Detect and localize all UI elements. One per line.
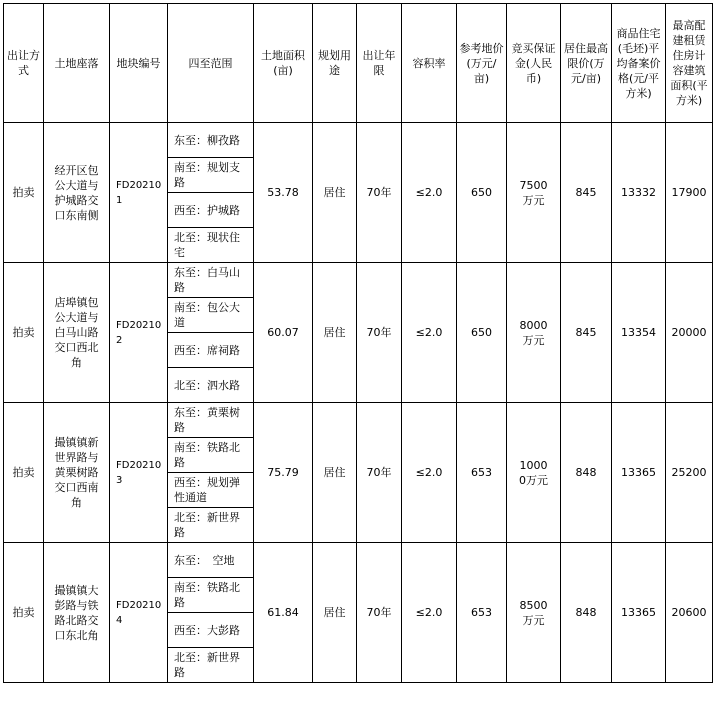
table-header xyxy=(4,4,713,123)
location-cell: 撮镇镇新世界路与黄栗树路交口西南角 xyxy=(44,403,110,543)
avg-price-cell: 13365 xyxy=(612,403,666,543)
use-cell: 居住 xyxy=(313,123,357,263)
bound-north: 北至：新世界路 xyxy=(168,648,254,683)
header-use: 规划用途 xyxy=(313,4,357,123)
use-cell: 居住 xyxy=(313,543,357,683)
bound-east: 东至：黄栗树路 xyxy=(168,403,254,438)
table-row xyxy=(4,263,713,298)
header-location: 土地座落 xyxy=(44,4,110,123)
header-method: 出让方式 xyxy=(4,4,44,123)
bound-west: 西至：席祠路 xyxy=(168,333,254,368)
area-cell: 75.79 xyxy=(254,403,313,543)
bound-west: 西至：大彭路 xyxy=(168,613,254,648)
use-cell: 居住 xyxy=(313,263,357,403)
far-cell: ≤2.0 xyxy=(402,403,457,543)
bound-west: 西至：规划弹性通道 xyxy=(168,473,254,508)
bound-north: 北至：泗水路 xyxy=(168,368,254,403)
bound-south: 南至：铁路北路 xyxy=(168,578,254,613)
max-price-cell: 845 xyxy=(561,123,612,263)
land-auction-table xyxy=(3,3,713,683)
term-cell: 70年 xyxy=(357,263,402,403)
bound-east: 东至：柳孜路 xyxy=(168,123,254,158)
term-cell: 70年 xyxy=(357,123,402,263)
method-cell: 拍卖 xyxy=(4,543,44,683)
term-cell: 70年 xyxy=(357,543,402,683)
max-price-cell: 848 xyxy=(561,403,612,543)
rental-area-cell: 20600 xyxy=(666,543,713,683)
ref-price-cell: 650 xyxy=(457,123,507,263)
far-cell: ≤2.0 xyxy=(402,123,457,263)
ref-price-cell: 653 xyxy=(457,403,507,543)
bound-east: 东至： 空地 xyxy=(168,543,254,578)
deposit-cell: 10000万元 xyxy=(507,403,561,543)
header-ref-price: 参考地价(万元/亩) xyxy=(457,4,507,123)
method-cell: 拍卖 xyxy=(4,403,44,543)
bound-north: 北至：现状住宅 xyxy=(168,228,254,263)
code-cell: FD202104 xyxy=(110,543,168,683)
bound-south: 南至：铁路北路 xyxy=(168,438,254,473)
bound-east: 东至：白马山路 xyxy=(168,263,254,298)
header-bounds: 四至范围 xyxy=(168,4,254,123)
avg-price-cell: 13332 xyxy=(612,123,666,263)
table-row xyxy=(4,123,713,158)
location-cell: 撮镇镇大彭路与铁路北路交口东北角 xyxy=(44,543,110,683)
header-term: 出让年限 xyxy=(357,4,402,123)
far-cell: ≤2.0 xyxy=(402,263,457,403)
use-cell: 居住 xyxy=(313,403,357,543)
bound-north: 北至：新世界路 xyxy=(168,508,254,543)
header-avg-price: 商品住宅(毛坯)平均备案价格(元/平方米) xyxy=(612,4,666,123)
code-cell: FD202102 xyxy=(110,263,168,403)
rental-area-cell: 17900 xyxy=(666,123,713,263)
bound-west: 西至：护城路 xyxy=(168,193,254,228)
avg-price-cell: 13365 xyxy=(612,543,666,683)
header-rental-area: 最高配建租赁住房计容建筑面积(平方米) xyxy=(666,4,713,123)
header-far: 容积率 xyxy=(402,4,457,123)
ref-price-cell: 650 xyxy=(457,263,507,403)
header-deposit: 竞买保证金(人民币) xyxy=(507,4,561,123)
header-max-price: 居住最高限价(万元/亩) xyxy=(561,4,612,123)
method-cell: 拍卖 xyxy=(4,123,44,263)
location-cell: 店埠镇包公大道与白马山路交口西北角 xyxy=(44,263,110,403)
avg-price-cell: 13354 xyxy=(612,263,666,403)
deposit-cell: 7500万元 xyxy=(507,123,561,263)
far-cell: ≤2.0 xyxy=(402,543,457,683)
location-cell: 经开区包公大道与护城路交口东南侧 xyxy=(44,123,110,263)
method-cell: 拍卖 xyxy=(4,263,44,403)
bound-south: 南至：规划支路 xyxy=(168,158,254,193)
deposit-cell: 8500万元 xyxy=(507,543,561,683)
header-area: 土地面积(亩) xyxy=(254,4,313,123)
max-price-cell: 845 xyxy=(561,263,612,403)
area-cell: 53.78 xyxy=(254,123,313,263)
table-row xyxy=(4,543,713,578)
bound-south: 南至：包公大道 xyxy=(168,298,254,333)
code-cell: FD202103 xyxy=(110,403,168,543)
ref-price-cell: 653 xyxy=(457,543,507,683)
term-cell: 70年 xyxy=(357,403,402,543)
rental-area-cell: 25200 xyxy=(666,403,713,543)
max-price-cell: 848 xyxy=(561,543,612,683)
header-code: 地块编号 xyxy=(110,4,168,123)
code-cell: FD202101 xyxy=(110,123,168,263)
rental-area-cell: 20000 xyxy=(666,263,713,403)
table-row xyxy=(4,403,713,438)
area-cell: 61.84 xyxy=(254,543,313,683)
deposit-cell: 8000万元 xyxy=(507,263,561,403)
area-cell: 60.07 xyxy=(254,263,313,403)
